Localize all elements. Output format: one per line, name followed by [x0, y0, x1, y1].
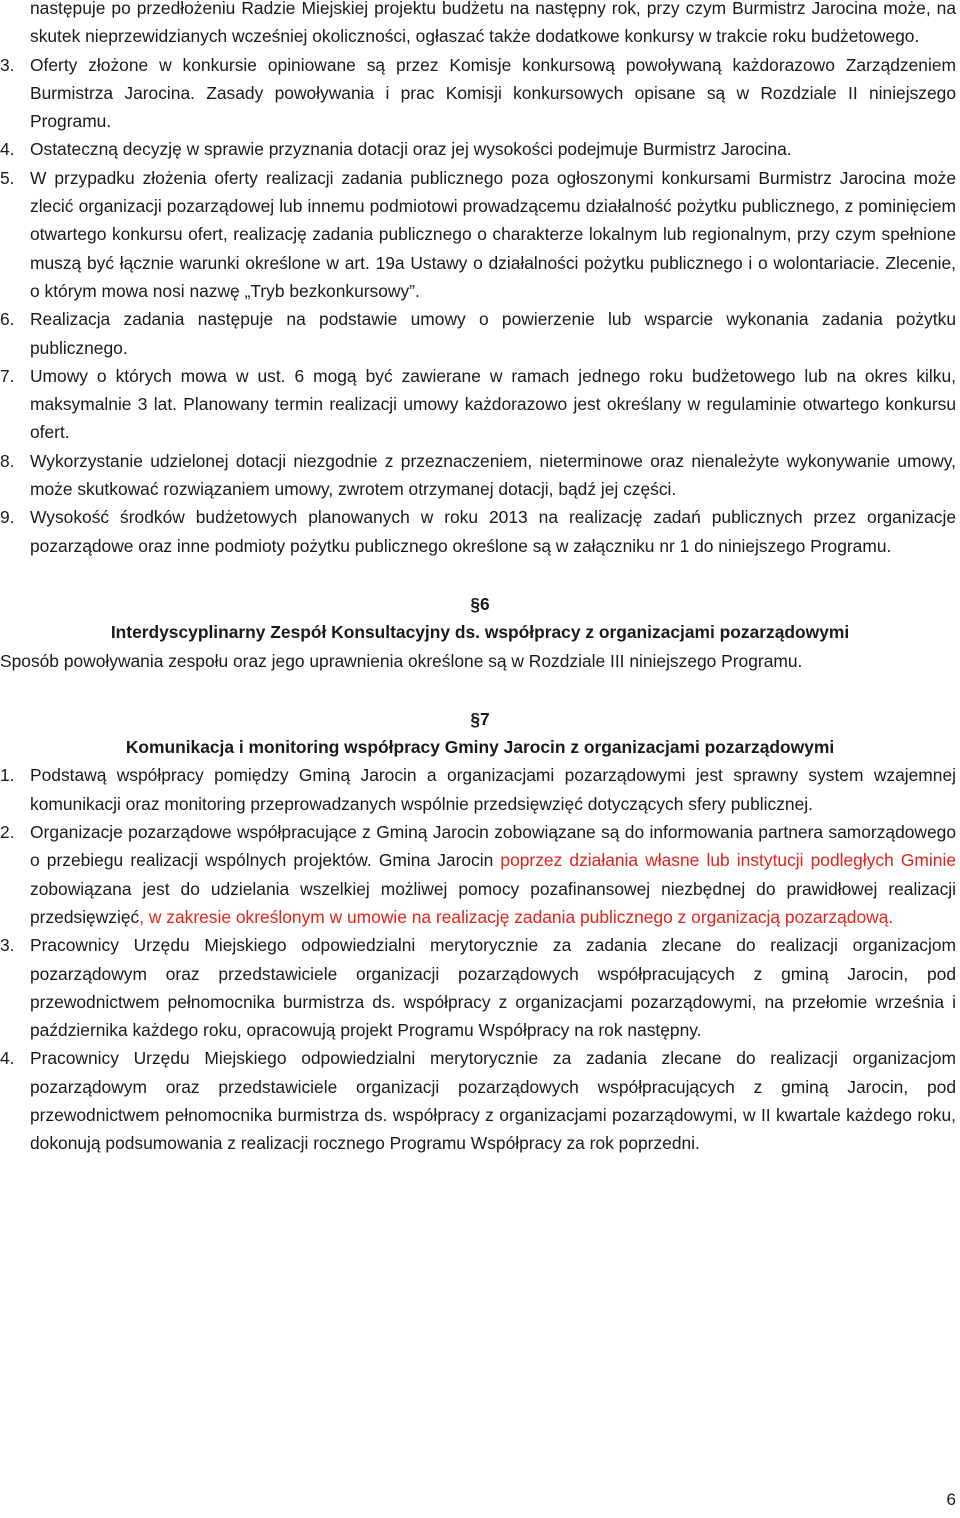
list-section-5 [0, 51, 960, 560]
section-6-heading [0, 590, 960, 618]
section-6 [0, 590, 960, 675]
item-number: 9. [0, 507, 15, 528]
item-number: 5. [0, 167, 15, 188]
item-number: 1. [0, 765, 15, 786]
item-number: 2. [0, 822, 15, 843]
item-text: Organizacje pozarządowe współpracujące z Gminą Jarocin zobowiązane są do informowania partnera samorządowego o przebiegu realizacji wspólnych projektów. Gmina Jarocin [30, 822, 956, 871]
item-text: Wysokość środków budżetowych planowanych w roku 2013 na realizację zadań publicznych przez organizacje pozarządowe oraz inne podmioty pożytku publicznego określone są w załączniku nr 1 do niniejszego Programu. [30, 507, 956, 556]
item-number: 4. [0, 139, 15, 160]
item-text: Umowy o których mowa w ust. 6 mogą być zawierane w ramach jednego roku budżetowego lub na okres kilku, maksymalnie 3 lat. Planowany termin realizacji umowy każdorazowo jest określany w regulaminie otwartego konkursu ofert. [30, 365, 956, 443]
item-text: Pracownicy Urzędu Miejskiego odpowiedzialni merytorycznie za zadania zlecane do realizacji organizacjom pozarządowym oraz przedstawiciele organizacji pozarządowych współpracujących z gminą Jarocin, pod przewodnictwem pełnomocnika burmistrza ds. współpracy z organizacjami pozarządowymi, na przełomie września i października każdego roku, opracowują projekt Programu Współpracy na rok następny. [30, 935, 956, 1041]
list-item [0, 135, 960, 163]
list-item [0, 761, 960, 818]
item-text: W przypadku złożenia oferty realizacji zadania publicznego poza ogłoszonymi konkursami Burmistrz Jarocina może zlecić organizacji pozarządowej lub innemu podmiotowi prowadzącemu działalność pożytku publicznego, z pominięciem otwartego konkursu ofert, realizację zadania publicznego o charakterze lokalnym lub regionalnym, przy czym spełnione muszą być łącznie warunki określone w art. 19a Ustawy o działalności pożytku publicznego i o wolontariacie. Zlecenie, o którym mowa nosi nazwę „Tryb bezkonkursowy”. [30, 167, 956, 301]
item-number: 7. [0, 365, 15, 386]
item-number: 6. [0, 309, 15, 330]
item-text: Wykorzystanie udzielonej dotacji niezgodnie z przeznaczeniem, nieterminowe oraz nienależyte wykonywanie umowy, może skutkować rozwiązaniem umowy, zwrotem otrzymanej dotacji, bądź jej części. [30, 450, 956, 500]
list-item [0, 305, 960, 362]
item-number: 8. [0, 450, 15, 471]
item-text: Podstawą współpracy pomiędzy Gminą Jarocin a organizacjami pozarządowymi jest sprawny system wzajemnej komunikacji oraz monitoring przeprowadzanych wspólnie przedsięwzięć dotyczących sfery publicznej. [30, 765, 956, 814]
continuation-paragraph: następuje po przedłożeniu Radzie Miejskiej projektu budżetu na następny rok, przy czym Burmistrz Jarocina może, na skutek nieprzewidzianych wcześniej okoliczności, ogłaszać także dodatkowe konkursy w trakcie roku budżetowego. [30, 0, 956, 47]
section-number: 7 [480, 708, 490, 729]
highlighted-text: , w zakresie określonym w umowie na realizację zadania publicznego z organizacją pozarządową. [139, 906, 894, 927]
list-item [0, 164, 960, 305]
page-number: 6 [946, 1490, 956, 1509]
section-6-title: Interdyscyplinarny Zespół Konsultacyjny ds. współpracy z organizacjami pozarządowymi [110, 622, 850, 643]
list-item [0, 51, 960, 136]
list-item [0, 503, 960, 560]
list-item [0, 931, 960, 1044]
item-text: Ostateczną decyzję w sprawie przyznania dotacji oraz jej wysokości podejmuje Burmistrz Jarocina. [30, 139, 792, 160]
item-text: Pracownicy Urzędu Miejskiego odpowiedzialni merytorycznie za zadania zlecane do realizacji organizacjom pozarządowym oraz przedstawiciele organizacji pozarządowych współpracujących z gminą Jarocin, pod przewodnictwem pełnomocnika burmistrza ds. współpracy z organizacjami pozarządowymi, w II kwartale każdego roku, dokonują podsumowania z realizacji rocznego Programu Współpracy za rok poprzedni. [30, 1048, 956, 1154]
item-text: zobowiązana jest do udzielania wszelkiej możliwej pomocy pozafinansowej niezbędnej do prawidłowej realizacji przedsięwzięć [30, 878, 956, 927]
item-text: Oferty złożone w konkursie opiniowane są przez Komisje konkursową powoływaną każdorazowo Zarządzeniem Burmistrza Jarocina. Zasady powoływania i prac Komisji konkursowych opisane są w Rozdziale II niniejszego Programu. [30, 54, 956, 132]
list-item [0, 362, 960, 447]
list-item [0, 818, 960, 931]
section-symbol: § [470, 593, 480, 614]
section-6-text: Sposób powoływania zespołu oraz jego uprawnienia określone są w Rozdziale III niniejszego Programu. [0, 650, 803, 671]
highlighted-text: poprzez działania własne lub instytucji podległych Gminie [500, 850, 956, 871]
section-7 [0, 705, 960, 1158]
item-number: 3. [0, 54, 15, 75]
list-item [0, 447, 960, 504]
item-text: Realizacja zadania następuje na podstawie umowy o powierzenie lub wsparcie wykonania zadania pożytku publicznego. [30, 309, 956, 358]
section-7-title: Komunikacja i monitoring współpracy Gminy Jarocin z organizacjami pozarządowymi [125, 737, 835, 758]
list-item [0, 1044, 960, 1157]
section-7-heading [0, 705, 960, 733]
item-number: 3. [0, 935, 15, 956]
section-symbol: § [470, 708, 480, 729]
item-number: 4. [0, 1048, 15, 1069]
section-number: 6 [480, 593, 490, 614]
